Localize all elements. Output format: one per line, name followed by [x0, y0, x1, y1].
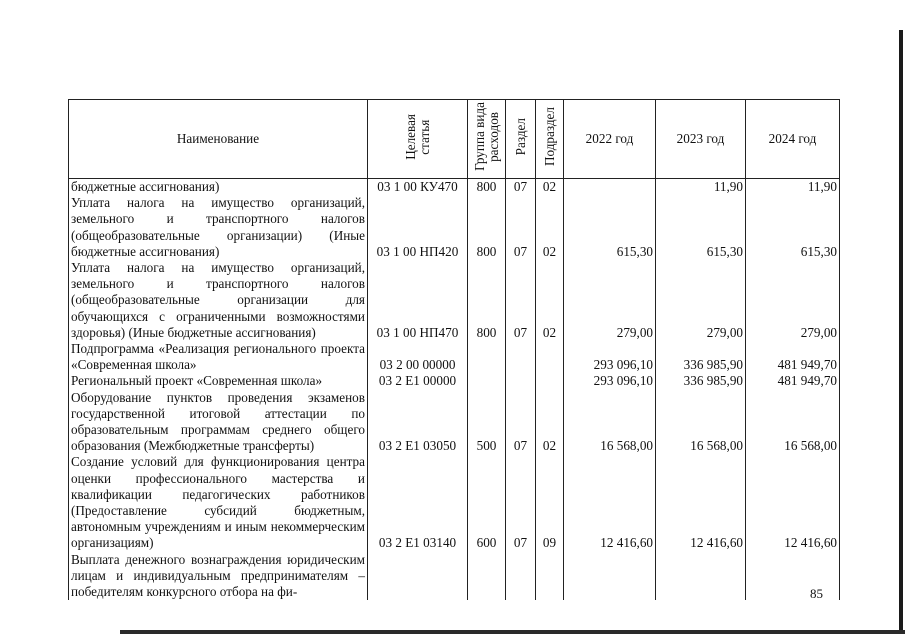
cell-2023 [656, 552, 746, 601]
cell-subsection [536, 552, 564, 601]
header-name: Наименование [69, 100, 368, 179]
cell-2024: 615,30 [746, 195, 840, 260]
cell-expense-group [468, 552, 506, 601]
table-row [69, 260, 840, 341]
cell-subsection [536, 341, 564, 373]
cell-2024: 16 568,00 [746, 390, 840, 455]
cell-2022: 16 568,00 [564, 390, 656, 455]
cell-2024 [746, 552, 840, 601]
cell-2022: 293 096,10 [564, 341, 656, 373]
cell-target-article: 03 2 E1 03140 [368, 454, 468, 551]
cell-2023: 16 568,00 [656, 390, 746, 455]
cell-section [506, 552, 536, 601]
scan-edge-bottom [120, 630, 905, 634]
cell-name: бюджетные ассигнования) [69, 179, 368, 196]
cell-2023: 11,90 [656, 179, 746, 196]
table-header-row [69, 100, 840, 179]
cell-2024: 11,90 [746, 179, 840, 196]
page-number: 85 [810, 586, 823, 601]
cell-2023: 615,30 [656, 195, 746, 260]
cell-expense-group [468, 341, 506, 373]
cell-target-article [368, 552, 468, 601]
cell-2023: 336 985,90 [656, 373, 746, 389]
cell-name: Региональный проект «Современная школа» [69, 373, 368, 389]
cell-section: 07 [506, 454, 536, 551]
table-row [69, 195, 840, 260]
cell-expense-group: 800 [468, 195, 506, 260]
cell-expense-group: 600 [468, 454, 506, 551]
table-row [69, 390, 840, 455]
cell-2024: 481 949,70 [746, 341, 840, 373]
cell-2024: 12 416,60 [746, 454, 840, 551]
cell-section [506, 373, 536, 389]
cell-2024: 481 949,70 [746, 373, 840, 389]
cell-section: 07 [506, 179, 536, 196]
scan-edge-right [899, 30, 903, 630]
cell-name: Подпрограмма «Реализация регионального проекта «Современная школа» [69, 341, 368, 373]
cell-2023: 12 416,60 [656, 454, 746, 551]
cell-target-article: 03 2 E1 03050 [368, 390, 468, 455]
header-subsection: Подраздел [536, 100, 564, 179]
cell-subsection [536, 373, 564, 389]
cell-2022: 12 416,60 [564, 454, 656, 551]
cell-2023: 279,00 [656, 260, 746, 341]
cell-2022 [564, 552, 656, 601]
header-section: Раздел [506, 100, 536, 179]
cell-subsection: 09 [536, 454, 564, 551]
cell-name: Уплата налога на имущество организаций, земельного и транспортного налогов (общеобразовательные организации) (Иные бюджетные ассигнования) [69, 195, 368, 260]
header-2024: 2024 год [746, 100, 840, 179]
cell-name: Оборудование пунктов проведения экзаменов государственной итоговой аттестации по образовательным программам среднего общего образования (Межбюджетные трансферты) [69, 390, 368, 455]
cell-2022: 615,30 [564, 195, 656, 260]
cell-name: Уплата налога на имущество организаций, земельного и транспортного налогов (общеобразовательные организации для обучающихся с ограниченными возможностями здоровья) (Иные бюджетные ассигнования) [69, 260, 368, 341]
cell-expense-group [468, 373, 506, 389]
cell-subsection: 02 [536, 195, 564, 260]
cell-target-article: 03 2 E1 00000 [368, 373, 468, 389]
table-row [69, 552, 840, 601]
cell-section: 07 [506, 260, 536, 341]
cell-name: Создание условий для функционирования центра оценки профессионального мастерства и квалификации педагогических работников (Предоставление субсидий бюджетным, автономным учреждениям и иным некоммерческим организациям) [69, 454, 368, 551]
cell-2022 [564, 179, 656, 196]
cell-expense-group: 800 [468, 260, 506, 341]
header-target-article: Целевая статья [368, 100, 468, 179]
header-2022: 2022 год [564, 100, 656, 179]
cell-target-article: 03 2 00 00000 [368, 341, 468, 373]
cell-expense-group: 500 [468, 390, 506, 455]
header-2023: 2023 год [656, 100, 746, 179]
table-row [69, 179, 840, 196]
cell-section [506, 341, 536, 373]
cell-section: 07 [506, 390, 536, 455]
cell-subsection: 02 [536, 390, 564, 455]
table-row [69, 341, 840, 373]
table-row [69, 454, 840, 551]
cell-name: Выплата денежного вознаграждения юридическим лицам и индивидуальным предпринимателям – победителям конкурсного отбора на фи- [69, 552, 368, 601]
cell-target-article: 03 1 00 НП470 [368, 260, 468, 341]
cell-subsection: 02 [536, 179, 564, 196]
cell-section: 07 [506, 195, 536, 260]
header-expense-group: Группа вида расходов [468, 100, 506, 179]
budget-table [68, 99, 840, 600]
cell-2024: 279,00 [746, 260, 840, 341]
cell-target-article: 03 1 00 КУ470 [368, 179, 468, 196]
cell-2023: 336 985,90 [656, 341, 746, 373]
cell-subsection: 02 [536, 260, 564, 341]
cell-target-article: 03 1 00 НП420 [368, 195, 468, 260]
cell-2022: 279,00 [564, 260, 656, 341]
cell-expense-group: 800 [468, 179, 506, 196]
cell-2022: 293 096,10 [564, 373, 656, 389]
table-row [69, 373, 840, 389]
